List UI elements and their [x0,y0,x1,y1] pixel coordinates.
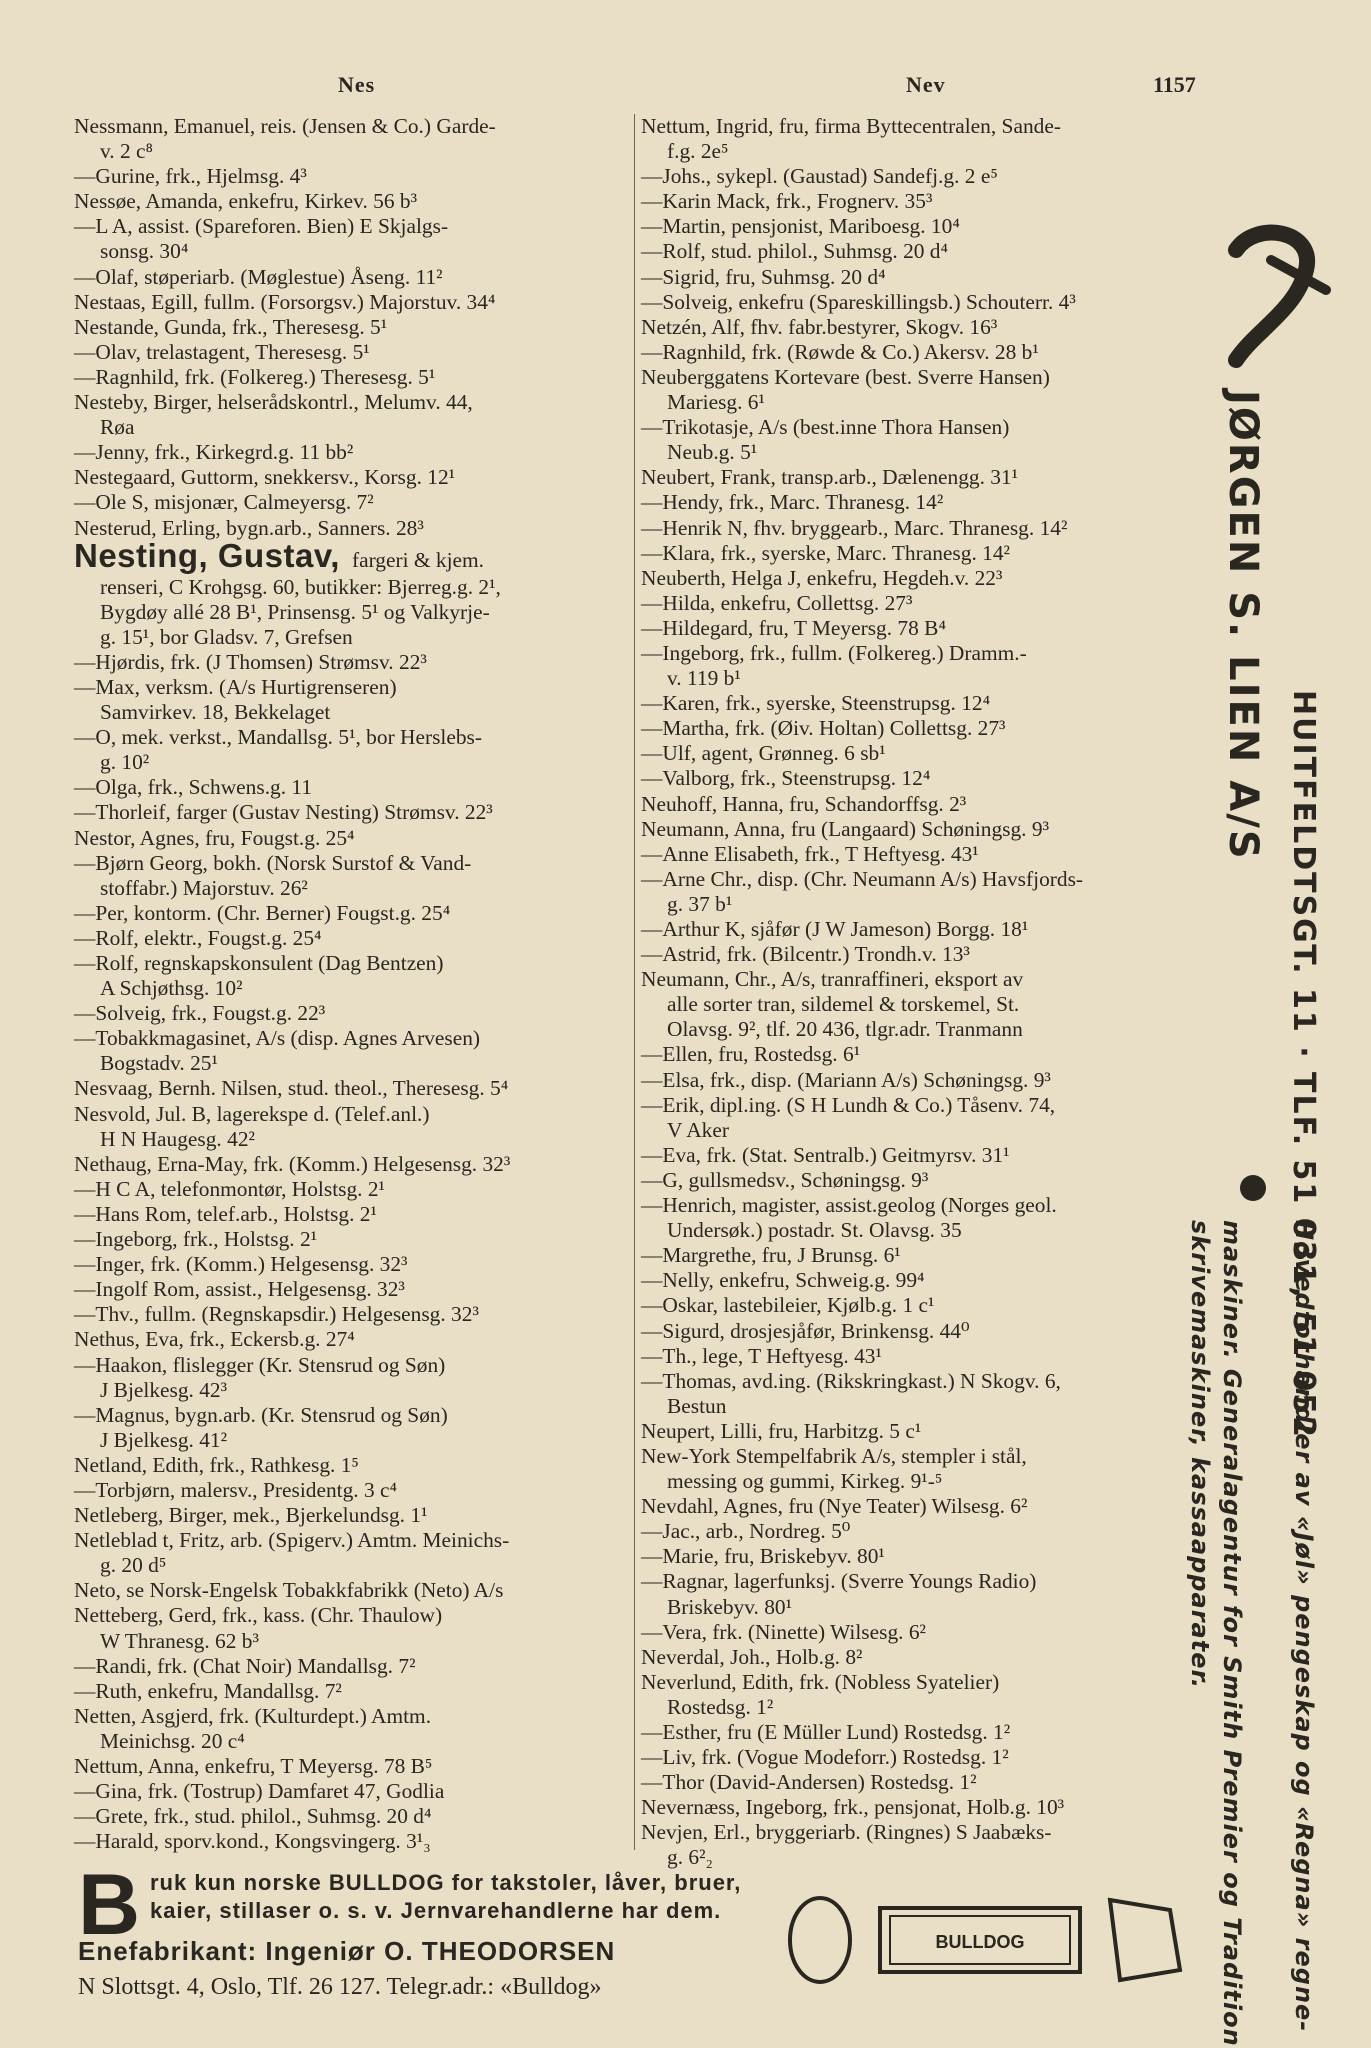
entry-line: —Ingeborg, frk., fullm. (Folkereg.) Dramm.- [641,640,1027,665]
directory-entry [74,465,634,490]
entry-line: Bogstadv. 25¹ [100,1051,218,1076]
ad-bullet-icon [1240,1175,1266,1201]
entry-line: —Klara, frk., syerske, Marc. Thranesg. 14² [641,540,1010,565]
entry-line: —Olav, trelastagent, Theresesg. 5¹ [74,339,370,364]
entry-line: —Magnus, bygn.arb. (Kr. Stensrud og Søn) [74,1402,448,1427]
entry-line: —Ragnhild, frk. (Røwde & Co.) Akersv. 28 b¹ [641,339,1039,364]
directory-entry [641,917,1206,942]
entry-line: —Harald, sporv.kond., Kongsvingerg. 3¹₃ [74,1829,431,1854]
entry-line: —Valborg, frk., Steenstrupsg. 12⁴ [641,766,931,791]
directory-entry [641,641,1206,691]
directory-entry [74,725,634,775]
directory-entry [641,1494,1206,1519]
directory-entry [641,1344,1206,1369]
entry-line: —Haakon, flislegger (Kr. Stensrud og Søn) [74,1352,446,1377]
entry-line: V Aker [667,1117,729,1142]
directory-entry [641,415,1206,465]
entry-line: —Esther, fru (E Müller Lund) Rostedsg. 1² [641,1720,1011,1744]
directory-entry [641,1419,1206,1444]
directory-entry [641,164,1206,189]
directory-entry [641,1143,1206,1168]
entry-line: Neumann, Anna, fru (Langaard) Schøningsg. 9³ [641,816,1049,841]
entry-line: —H C A, telefonmontør, Holstsg. 2¹ [74,1176,385,1201]
directory-entry [641,1168,1206,1193]
entry-line: Neuberggatens Kortevare (best. Sverre Hansen) [641,364,1050,389]
directory-entry [641,1645,1206,1670]
ad-text-line4: N Slottsgt. 4, Oslo, Tlf. 26 127. Telegr.adr.: «Bulldog» [78,1974,602,2000]
directory-entry [641,1444,1206,1494]
entry-line: —Hjørdis, frk. (J Thomsen) Strømsv. 22³ [74,649,427,674]
entry-line: Røa [100,415,135,440]
entry-line: —Martin, pensjonist, Mariboesg. 10⁴ [641,214,960,239]
directory-entry [641,315,1206,340]
entry-line: Nethus, Eva, frk., Eckersb.g. 27⁴ [74,1327,355,1352]
entry-line: —Grete, frk., stud. philol., Suhmsg. 20 d⁴ [74,1804,432,1829]
entry-line: —Karen, frk., syerske, Steenstrupsg. 12⁴ [641,691,991,716]
entry-line: —G, gullsmedsv., Schøningsg. 9³ [641,1167,929,1192]
entry-line: —Gurine, frk., Hjelmsg. 4³ [74,164,307,189]
directory-entry [74,1227,634,1252]
directory-entry [74,1001,634,1026]
entry-line: Nettum, Anna, enkefru, T Meyersg. 78 B⁵ [74,1754,433,1778]
entry-line: —Eva, frk. (Stat. Sentralb.) Geitmyrsv. 31¹ [641,1142,1010,1167]
entry-line: Neupert, Lilli, fru, Harbitzg. 5 c¹ [641,1418,922,1443]
entry-line: —Marie, fru, Briskebyv. 80¹ [641,1544,885,1569]
directory-entry [641,265,1206,290]
entry-line: —Elsa, frk., disp. (Mariann A/s) Schøningsg. 9³ [641,1067,1051,1092]
entry-line: sonsg. 30⁴ [100,239,189,264]
directory-entry [74,1327,634,1352]
entry-line: Samvirkev. 18, Bekkelaget [100,700,331,725]
ad-description-line3: skrivemaskiner, kassaapparater. [1186,1220,1214,1690]
directory-entry [641,1770,1206,1795]
entry-line: Nesteby, Birger, helserådskontrl., Melumv. 44, [74,390,473,415]
directory-entry [74,1102,634,1152]
entry-line: Nessmann, Emanuel, reis. (Jensen & Co.) Garde- [74,114,496,138]
entry-line: Nestande, Gunda, frk., Theresesg. 5¹ [74,314,388,339]
entry-line: Neuberth, Helga J, enkefru, Hegdeh.v. 22³ [641,565,1003,590]
directory-entry [74,1302,634,1327]
directory-entry [74,390,634,440]
bulldog-mark-text: BULLDOG [935,1932,1025,1952]
directory-entry [641,942,1206,967]
entry-line: Netten, Asgjerd, frk. (Kulturdept.) Amtm. [74,1703,432,1728]
directory-entry [74,1679,634,1704]
entry-line: —Trikotasje, A/s (best.inne Thora Hansen) [641,415,1010,440]
directory-entry [641,616,1206,641]
entry-line: —Ingeborg, frk., Holstsg. 2¹ [74,1227,318,1252]
directory-entry [641,691,1206,716]
directory-entry [641,214,1206,239]
directory-entry [641,239,1206,264]
entry-line: —Ragnar, lagerfunksj. (Sverre Youngs Radio) [641,1569,1037,1594]
directory-entry [74,265,634,290]
directory-entry [641,1720,1206,1745]
directory-entry [641,290,1206,315]
entry-line: —Olaf, støperiarb. (Møglestue) Åseng. 11² [74,264,443,289]
ad-address: HUITFELDTSGT. 11 · TLF. 51 031, 51 052 [1286,690,1321,1440]
directory-entry [74,1528,634,1578]
entry-line: v. 2 c⁸ [100,139,153,164]
directory-entry [74,1252,634,1277]
entry-line: —Thorleif, farger (Gustav Nesting) Strømsv. 22³ [74,800,493,825]
directory-entry [74,650,634,675]
entry-line: Neverdal, Joh., Holb.g. 8² [641,1644,863,1669]
directory-entry [74,800,634,825]
directory-entry [641,1369,1206,1419]
entry-line: W Thranesg. 62 b³ [100,1628,259,1653]
entry-line: Neub.g. 5¹ [667,440,758,465]
directory-entry [74,1829,634,1854]
directory-entry [641,842,1206,867]
directory-entry [74,114,634,164]
entry-line: Rostedsg. 1² [667,1694,774,1719]
entry-line: Neumann, Chr., A/s, tranraffineri, eksport av [641,967,1024,992]
entry-line: Neubert, Frank, transp.arb., Dælenengg. 31¹ [641,465,1019,490]
directory-entry [74,290,634,315]
entry-line: g. 10² [100,750,150,775]
directory-entry [74,1478,634,1503]
entry-line: Nestor, Agnes, fru, Fougst.g. 25⁴ [74,825,355,850]
directory-entry [641,1820,1206,1870]
entry-line: —Per, kontorm. (Chr. Berner) Fougst.g. 25⁴ [74,900,451,925]
directory-entry [74,826,634,851]
entry-line: —Ole S, misjonær, Calmeyersg. 7² [74,490,374,515]
entry-line: —Randi, frk. (Chat Noir) Mandallsg. 7² [74,1653,416,1678]
nesting-name: Nesting, Gustav, [74,536,340,574]
directory-entry [74,575,634,650]
ad-text-line3: Enefabrikant: Ingeniør O. THEODORSEN [78,1936,616,1966]
entry-line: —Hilda, enkefru, Collettsg. 27³ [641,590,913,615]
entry-line: —Max, verksm. (A/s Hurtigrenseren) [74,674,397,699]
entry-line: —Hendy, frk., Marc. Thranesg. 14² [641,490,944,515]
directory-entry [74,1202,634,1227]
directory-entry [74,1152,634,1177]
directory-entry [74,1804,634,1829]
directory-entry [74,1578,634,1603]
entry-line: —Gina, frk. (Tostrup) Damfaret 47, Godlia [74,1779,445,1804]
directory-entry [641,114,1206,164]
entry-line: —Thomas, avd.ing. (Rikskringkast.) N Skogv. 6, [641,1368,1061,1393]
directory-entry [74,1177,634,1202]
ad-text-line2: kaier, stillaser o. s. v. Jernvarehandlerne har dem. [150,1898,722,1923]
directory-entry [74,1779,634,1804]
directory-entry [641,1670,1206,1720]
directory-entry [641,365,1206,415]
side-advertisement [1186,220,1358,2047]
entry-line: Neverlund, Edith, frk. (Nobless Syatelier) [641,1669,1000,1694]
entry-line: —Astrid, frk. (Bilcentr.) Trondh.v. 13³ [641,942,970,967]
directory-entry [641,591,1206,616]
entry-line: renseri, C Krohgsg. 60, butikker: Bjerreg.g. 2¹, [100,574,501,599]
directory-entry [641,792,1206,817]
entry-line: Nevjen, Erl., bryggeriarb. (Ringnes) S Jaabæks- [641,1820,1052,1845]
entry-line: f.g. 2e⁵ [667,139,729,164]
directory-entry [641,1319,1206,1344]
directory-entry [641,1193,1206,1243]
entry-line: —Thor (David-Andersen) Rostedsg. 1² [641,1770,977,1795]
entry-line: —Olga, frk., Schwens.g. 11 [74,775,313,800]
directory-entry [641,465,1206,490]
directory-entry [641,1042,1206,1067]
directory-entry [641,716,1206,741]
directory-entry [641,1243,1206,1268]
directory-entry [641,1795,1206,1820]
entry-line: —Solveig, enkefru (Spareskillingsb.) Schouterr. 4³ [641,289,1076,314]
entry-line: A Schjøthsg. 10² [100,976,243,1001]
entry-line: J Bjelkesg. 41² [100,1427,228,1452]
entry-line: —Sigrid, fru, Suhmsg. 20 d⁴ [641,264,886,289]
entry-line: —Thv., fullm. (Regnskapsdir.) Helgesensg. 32³ [74,1302,479,1327]
entry-line: —Rolf, stud. philol., Suhmsg. 20 d⁴ [641,239,948,264]
entry-line: Bestun [667,1393,727,1418]
entry-line: —Ruth, enkefru, Mandallsg. 7² [74,1678,342,1703]
entry-line: —Henrich, magister, assist.geolog (Norges geol. [641,1193,1057,1218]
directory-entry [641,566,1206,591]
entry-line: J Bjelkesg. 42³ [100,1377,228,1402]
directory-entry [641,867,1206,917]
entry-line: g. 20 d⁵ [100,1553,167,1578]
entry-line: g. 37 b¹ [667,891,733,916]
entry-line: v. 119 b¹ [667,666,741,691]
entry-line: —Ingolf Rom, assist., Helgesensg. 32³ [74,1277,405,1302]
directory-entry [74,214,634,264]
ad-text-line1: ruk kun norske BULLDOG for takstoler, låver, bruer, [150,1870,742,1895]
entry-line: Netleblad t, Fritz, arb. (Spigerv.) Amtm. Meinichs- [74,1528,510,1553]
entry-line: —Martha, frk. (Øiv. Holtan) Collettsg. 27³ [641,716,1006,741]
directory-entry [74,340,634,365]
entry-line: g. 15¹, bor Gladsv. 7, Grefsen [100,624,353,649]
directory-entry [74,315,634,340]
directory-entry [641,340,1206,365]
right-column [641,114,1206,1871]
directory-entry [74,164,634,189]
entry-line: messing og gummi, Kirkeg. 9¹-⁵ [667,1469,943,1494]
directory-entry [641,490,1206,515]
directory-entry [74,951,634,1001]
entry-line: —Rolf, regnskapskonsulent (Dag Bentzen) [74,951,444,975]
entry-line: —Margrethe, fru, J Brunsg. 6¹ [641,1243,901,1268]
directory-entry [74,775,634,800]
running-head-left: Nes [338,72,376,97]
directory-entry [641,1544,1206,1569]
ad-company-name: JØRGEN S. LIEN A/S [1220,390,1266,861]
entry-line: Bygdøy allé 28 B¹, Prinsensg. 5¹ og Valkyrje- [100,599,490,624]
entry-line: —Inger, frk. (Komm.) Helgesensg. 32³ [74,1252,408,1277]
entry-line: —L A, assist. (Spareforen. Bien) E Skjalgs- [74,214,449,239]
ad-description-line1: Hovedforhandler av «Jøl» pengeskap og «Regna» regne- [1290,1220,1318,2033]
directory-entry [641,1293,1206,1318]
entry-line: —Vera, frk. (Ninette) Wilsesg. 6² [641,1619,926,1644]
entry-line: —Jac., arb., Nordreg. 5⁰ [641,1519,851,1544]
entry-line: —O, mek. verkst., Mandallsg. 5¹, bor Herslebs- [74,725,483,750]
entry-line: Meinichsg. 20 c⁴ [100,1728,245,1753]
entry-line: Nevernæss, Ingeborg, frk., pensjonat, Holb.g. 10³ [641,1795,1065,1820]
directory-entry [641,541,1206,566]
bulldog-connector-icon [780,1870,1200,2010]
directory-entry [74,1453,634,1478]
entry-line: Neto, se Norsk-Engelsk Tobakkfabrikk (Neto) A/s [74,1578,504,1603]
entry-line: —Anne Elisabeth, frk., T Heftyesg. 43¹ [641,841,979,866]
page-number: 1157 [1153,72,1196,97]
directory-entry [641,516,1206,541]
directory-entry [74,365,634,390]
entry-line: Netteberg, Gerd, frk., kass. (Chr. Thaulow) [74,1603,443,1628]
nesting-heading [74,536,634,575]
entry-line: —Erik, dipl.ing. (S H Lundh & Co.) Tåsenv. 74, [641,1092,1056,1117]
directory-entry [641,741,1206,766]
directory-entry [74,1026,634,1076]
directory-entry [74,851,634,901]
entry-line: Mariesg. 6¹ [667,390,765,415]
entry-line: —Arne Chr., disp. (Chr. Neumann A/s) Havsfjords- [641,866,1084,891]
entry-line: —Tobakkmagasinet, A/s (disp. Agnes Arvesen) [74,1026,481,1051]
entry-line: Nestaas, Egill, fullm. (Forsorgsv.) Majorstuv. 34⁴ [74,289,496,314]
entry-line: Undersøk.) postadr. St. Olavsg. 35 [667,1218,962,1243]
directory-entry [74,675,634,725]
entry-line: —Hans Rom, telef.arb., Holstsg. 2¹ [74,1201,377,1226]
entry-line: Nesterud, Erling, bygn.arb., Sanners. 28³ [74,515,424,540]
entry-line: Netleberg, Birger, mek., Bjerkelundsg. 1¹ [74,1503,428,1528]
entry-line: Olavsg. 9², tlf. 20 436, tlgr.adr. Tranmann [667,1017,1023,1042]
entry-line: —Nelly, enkefru, Schweig.g. 99⁴ [641,1268,925,1293]
directory-entry [74,1403,634,1453]
left-column [74,114,634,1854]
entry-line: —Sigurd, drosjesjåfør, Brinkensg. 44⁰ [641,1318,970,1343]
running-head-middle: Nev [906,72,946,97]
directory-entry [74,189,634,214]
ad-initial-letter: B [78,1857,141,1953]
entry-line: H N Haugesg. 42² [100,1126,255,1151]
entry-line: —Solveig, frk., Fougst.g. 22³ [74,1001,326,1026]
directory-entry [641,1268,1206,1293]
entry-line: —Ragnhild, frk. (Folkereg.) Theresesg. 5¹ [74,364,436,389]
jl-logo-icon [1216,220,1336,370]
entry-line: —Th., lege, T Heftyesg. 43¹ [641,1343,882,1368]
directory-entry [74,1353,634,1403]
entry-line: Netland, Edith, frk., Rathkesg. 1⁵ [74,1452,359,1477]
entry-line: Nesvaag, Bernh. Nilsen, stud. theol., Theresesg. 5⁴ [74,1076,509,1101]
directory-entry [74,926,634,951]
directory-entry [74,1277,634,1302]
directory-entry [74,1754,634,1779]
directory-entry [74,1076,634,1101]
entry-line: stoffabr.) Majorstuv. 26² [100,875,308,900]
entry-line: Neuhoff, Hanna, fru, Schandorffsg. 2³ [641,791,967,816]
directory-entry [641,1569,1206,1619]
ad-description-line2: maskiner. Generalagentur for Smith Premier og Tradition [1218,1220,1246,2047]
entry-line: —Oskar, lastebileier, Kjølb.g. 1 c¹ [641,1293,935,1318]
directory-entry [641,1745,1206,1770]
entry-line: Nevdahl, Agnes, fru (Nye Teater) Wilsesg. 6² [641,1494,1028,1519]
entry-line: —Johs., sykepl. (Gaustad) Sandefj.g. 2 e⁵ [641,164,998,189]
directory-entry [74,1503,634,1528]
directory-entry [74,1704,634,1754]
entry-line: Nettum, Ingrid, fru, firma Byttecentralen, Sande- [641,114,1061,138]
entry-line: g. 6²₂ [667,1845,713,1870]
entry-line: —Liv, frk. (Vogue Modeforr.) Rostedsg. 1² [641,1745,1009,1770]
entry-line: —Jenny, frk., Kirkegrd.g. 11 bb² [74,440,354,465]
column-divider [634,114,635,1850]
directory-entry [74,901,634,926]
directory-entry [641,1068,1206,1093]
entry-line: —Ulf, agent, Grønneg. 6 sb¹ [641,741,886,766]
entry-line: —Rolf, elektr., Fougst.g. 25⁴ [74,925,322,950]
directory-entry [74,440,634,465]
directory-entry [641,1620,1206,1645]
entry-line: —Bjørn Georg, bokh. (Norsk Surstof & Vand- [74,850,472,875]
entry-line: New-York Stempelfabrik A/s, stempler i stål, [641,1443,1027,1468]
entry-line: —Henrik N, fhv. bryggearb., Marc. Thranesg. 14² [641,515,1068,540]
directory-entry [641,766,1206,791]
entry-line: Netzén, Alf, fhv. fabr.bestyrer, Skogv. 16³ [641,314,998,339]
directory-entry [641,1519,1206,1544]
directory-entry [641,1093,1206,1143]
entry-line: —Ellen, fru, Rostedsg. 6¹ [641,1042,861,1067]
nesting-rest: fargeri & kjem. [351,547,485,572]
entry-line: —Arthur K, sjåfør (J W Jameson) Borgg. 18¹ [641,917,1029,941]
entry-line: alle sorter tran, sildemel & torskemel, St. [667,992,1020,1017]
directory-entry [74,1603,634,1653]
entry-line: —Hildegard, fru, T Meyersg. 78 B⁴ [641,615,946,640]
directory-entry [641,967,1206,1042]
directory-entry [74,1654,634,1679]
entry-line: Briskebyv. 80¹ [667,1594,793,1619]
directory-entry [74,490,634,515]
entry-line: —Torbjørn, malersv., Presidentg. 3 c⁴ [74,1477,397,1502]
entry-line: Nethaug, Erna-May, frk. (Komm.) Helgesensg. 32³ [74,1151,511,1176]
directory-entry [641,817,1206,842]
entry-line: Nestegaard, Guttorm, snekkersv., Korsg. 12¹ [74,465,456,490]
directory-entry [641,189,1206,214]
entry-line: Nesvold, Jul. B, lagerekspe d. (Telef.anl.) [74,1101,430,1126]
entry-line: —Karin Mack, frk., Frognerv. 35³ [641,189,933,214]
entry-line: Nessøe, Amanda, enkefru, Kirkev. 56 b³ [74,189,418,214]
